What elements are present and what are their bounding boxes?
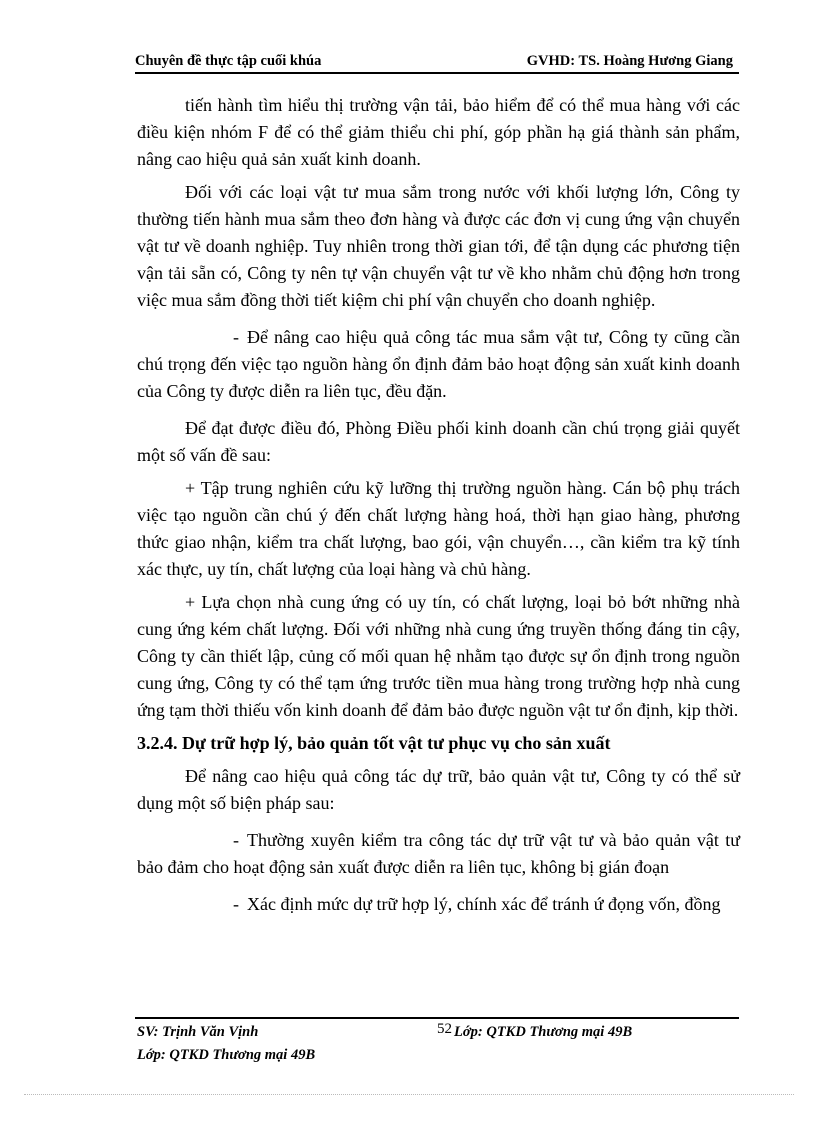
paragraph-7: Để nâng cao hiệu quả công tác dự trữ, bảo quản vật tư, Công ty có thể sử dụng một số biện pháp sau: (137, 766, 740, 813)
paragraph-6: + Lựa chọn nhà cung ứng có uy tín, có chất lượng, loại bỏ bớt những nhà cung ứng kém chất lượng. Đối với những nhà cung ứng truyền thống đáng tin cậy, Công ty cần thiết lập, củng cố mối quan hệ nhằm tạo được sự ổn định trong nguồn cung ứng, Công ty có thể tạm ứng trước tiền mua hàng trong trường hợp nhà cung ứng tạm thời thiếu vốn kinh doanh để đảm bảo được nguồn vật tư ổn định, kịp thời. (137, 592, 740, 720)
bullet-dash: - (233, 327, 239, 347)
page-break-divider (24, 1094, 794, 1095)
paragraph-5: + Tập trung nghiên cứu kỹ lưỡng thị trường nguồn hàng. Cán bộ phụ trách việc tạo nguồn cần chú ý đến chất lượng hàng hoá, thời hạn giao hàng, phương thức giao nhận, kiểm tra chất lượng, bao gói, vận chuyển…, cần kiểm tra kỹ tính xác thực, uy tín, chất lượng của loại hàng và chủ hàng. (137, 478, 740, 579)
footer-class-right: Lớp: QTKD Thương mại 49B (454, 1024, 633, 1040)
paragraph-2: Đối với các loại vật tư mua sắm trong nước với khối lượng lớn, Công ty thường tiến hành mua sắm theo đơn hàng và được các đơn vị cung ứng vận chuyển vật tư về doanh nghiệp. Tuy nhiên trong thời gian tới, để tận dụng các phương tiện vận tải sẵn có, Công ty nên tự vận chuyển vật tư về kho nhằm chủ động hơn trong việc mua sắm đồng thời tiết kiệm chi phí vận chuyển cho doanh nghiệp. (137, 182, 740, 310)
paragraph-3 (137, 324, 740, 405)
paragraph-8 (137, 827, 740, 881)
paragraph-4: Để đạt được điều đó, Phòng Điều phối kinh doanh cần chú trọng giải quyết một số vấn đề sau: (137, 418, 740, 465)
paragraph-9-text: Xác định mức dự trữ hợp lý, chính xác để tránh ứ đọng vốn, đồng (247, 894, 721, 914)
paragraph-8-text: Thường xuyên kiểm tra công tác dự trữ vật tư và bảo quản vật tư bảo đảm cho hoạt động sản xuất được diễn ra liên tục, không bị gián đoạn (137, 830, 740, 877)
paragraph-9 (137, 891, 740, 918)
page-number: 52 (437, 1021, 452, 1037)
paragraph-3-text: Để nâng cao hiệu quả công tác mua sắm vật tư, Công ty cũng cần chú trọng đến việc tạo nguồn hàng ổn định đảm bảo hoạt động sản xuất kinh doanh của Công ty được diễn ra liên tục, đều đặn. (137, 327, 740, 401)
page-footer (135, 1017, 739, 1063)
footer-class-left: Lớp: QTKD Thương mại 49B (137, 1047, 316, 1063)
section-heading: 3.2.4. Dự trữ hợp lý, bảo quản tốt vật tư phục vụ cho sản xuất (137, 733, 611, 753)
bullet-dash: - (233, 830, 239, 850)
bullet-dash: - (233, 894, 239, 914)
paragraph-1: tiến hành tìm hiểu thị trường vận tải, bảo hiểm để có thể mua hàng với các điều kiện nhóm F để có thể giảm thiểu chi phí, góp phần hạ giá thành sản phẩm, nâng cao hiệu quả sản xuất kinh doanh. (137, 95, 740, 169)
footer-student-name: SV: Trịnh Văn Vịnh (137, 1024, 259, 1040)
page-body (137, 92, 740, 918)
header-report-title: Chuyên đề thực tập cuối khúa (135, 53, 322, 69)
header-supervisor: GVHD: TS. Hoàng Hương Giang (526, 53, 733, 69)
page-header (135, 50, 739, 74)
